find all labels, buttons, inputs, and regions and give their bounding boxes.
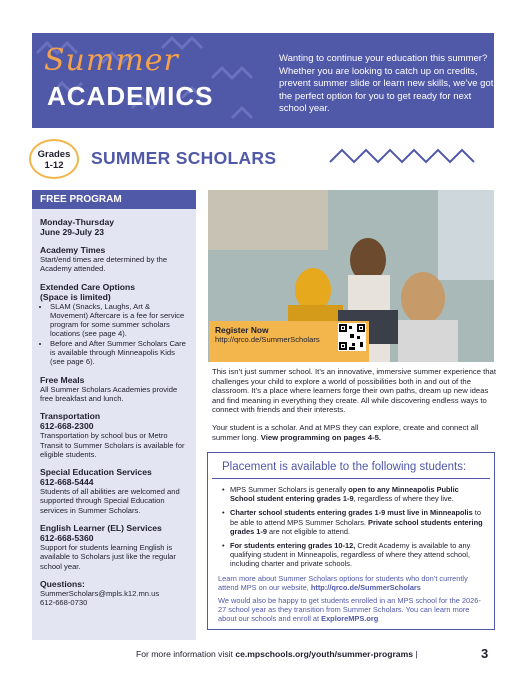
el-phone: 612-668-5360	[40, 533, 94, 544]
body-p2-text: Your student is a scholar. And at MPS they can explore, create and connect all summer long.	[212, 422, 479, 442]
sped-phone: 612-668-5444	[40, 477, 94, 488]
footer-sep: |	[412, 649, 418, 659]
sped-title: Special Education Services	[40, 467, 152, 478]
questions-title: Questions:	[40, 578, 85, 589]
footer-text: For more information visit	[136, 649, 236, 659]
care-sub: (Space is limited)	[40, 291, 111, 302]
b2c: Private school students entering grades 1-9	[230, 517, 483, 536]
placement-item	[222, 508, 484, 536]
grades-badge	[29, 139, 79, 179]
placement-title: Placement is available to the following students:	[212, 453, 490, 479]
b2a: Charter school students entering grades 1-9 must live in Minneapolis	[230, 508, 473, 518]
n1b-link[interactable]: http://qrco.de/SummerScholars	[310, 582, 421, 592]
n2a: We would also be happy to get students enrolled in an MPS school for the 2026-27 school year as they transition from Summer Scholars. You can learn more about our schools and enroll at	[218, 596, 481, 624]
header-script-title: Summer	[44, 43, 179, 78]
footer-url[interactable]: ce.mpschools.org/youth/summer-programs	[235, 649, 413, 659]
care-title: Extended Care Options	[40, 281, 136, 292]
questions-phone: 612-668-0730	[40, 598, 88, 608]
body-p2-link: View programming on pages 4-5.	[260, 432, 382, 442]
badge-line1: Grades	[37, 149, 71, 160]
header-intro: Wanting to continue your education this summer? Whether you are looking to catch up on credits, prevent summer slide or learn new skills, we’ve got the perfect option for you to get ready for next school year.	[279, 53, 494, 115]
sped-text: Students of all abilities are welcomed and supported through Special Education services in Summer Scholars.	[40, 487, 180, 515]
transport-text: Transportation by school bus or Metro Transit to Summer Scholars is available for eligible students.	[40, 431, 185, 459]
el-text: Support for students learning English is available to Scholars just like the regular school year.	[40, 543, 176, 571]
dates-title: Monday-Thursday	[40, 217, 115, 227]
b1c: , regardless of where they live.	[353, 494, 454, 504]
n2b-link[interactable]: ExploreMPS.org	[321, 614, 379, 624]
b2d: are not eligible to attend.	[266, 526, 350, 536]
body-paragraph	[212, 423, 496, 442]
header-title: ACADEMICS	[47, 81, 214, 111]
care-item: • Before and After Summer Scholars Care is available through Minneapolis Kids (see page 6).	[50, 339, 188, 367]
register-url[interactable]: http://qrco.de/SummerScholars	[215, 335, 320, 344]
el-title: English Learner (EL) Services	[40, 523, 162, 534]
badge-line2: 1-12	[44, 160, 64, 171]
register-title: Register Now	[215, 325, 269, 335]
body-text	[212, 367, 496, 450]
page-number: 3	[481, 646, 489, 661]
sidebar	[32, 190, 196, 640]
sidebar-head: FREE PROGRAM	[32, 190, 196, 209]
meals-text: All Summer Scholars Academies provide free breakfast and lunch.	[40, 384, 178, 403]
questions-email[interactable]: SummerScholars@mpls.k12.mn.us	[40, 588, 160, 598]
qr-code-icon[interactable]	[338, 323, 366, 351]
care-item: • SLAM (Snacks, Laughs, Art & Movement) Aftercare is a fee for service program for some summer scholars locations (see page 4).	[50, 302, 188, 339]
section-title: SUMMER SCHOLARS	[91, 148, 277, 168]
dates: June 29-July 23	[40, 227, 105, 237]
times-text: Start/end times are determined by the Academy attended.	[40, 255, 168, 274]
transport-phone: 612-668-2300	[40, 421, 94, 432]
placement-item	[222, 485, 484, 503]
meals-title: Free Meals	[40, 374, 85, 385]
title-zigzag	[328, 144, 496, 170]
times-title: Academy Times	[40, 245, 106, 255]
b3b: Credit Academy is available to any qualifying student in Minneapolis, regardless of where they attend school, including charter and private schools.	[230, 541, 471, 569]
b1a: MPS Summer Scholars is generally	[230, 485, 349, 494]
body-paragraph: This isn’t just summer school. It’s an innovative, immersive summer experience that challenges your child to explore a world of possibilities both in and out of the classroom. It’s a place where learners forge their own paths, dream up new ideas and find meaning in everything they create. All while discovering endless ways to connect with friends and their interests.	[212, 367, 496, 415]
placement-note	[208, 574, 494, 592]
n1a: Learn more about Summer Scholars options for students who don’t currently attend MPS on our website,	[218, 573, 468, 592]
placement-item	[222, 541, 484, 569]
b3a: For students entering grades 10-12,	[230, 541, 356, 551]
transport-title: Transportation	[40, 411, 101, 422]
placement-box	[207, 452, 495, 630]
b1b: open to any Minneapolis Public School student entering grades 1-9	[230, 485, 459, 504]
b2b: to be able to attend MPS Summer Scholars.	[230, 508, 481, 527]
placement-note	[208, 596, 494, 624]
